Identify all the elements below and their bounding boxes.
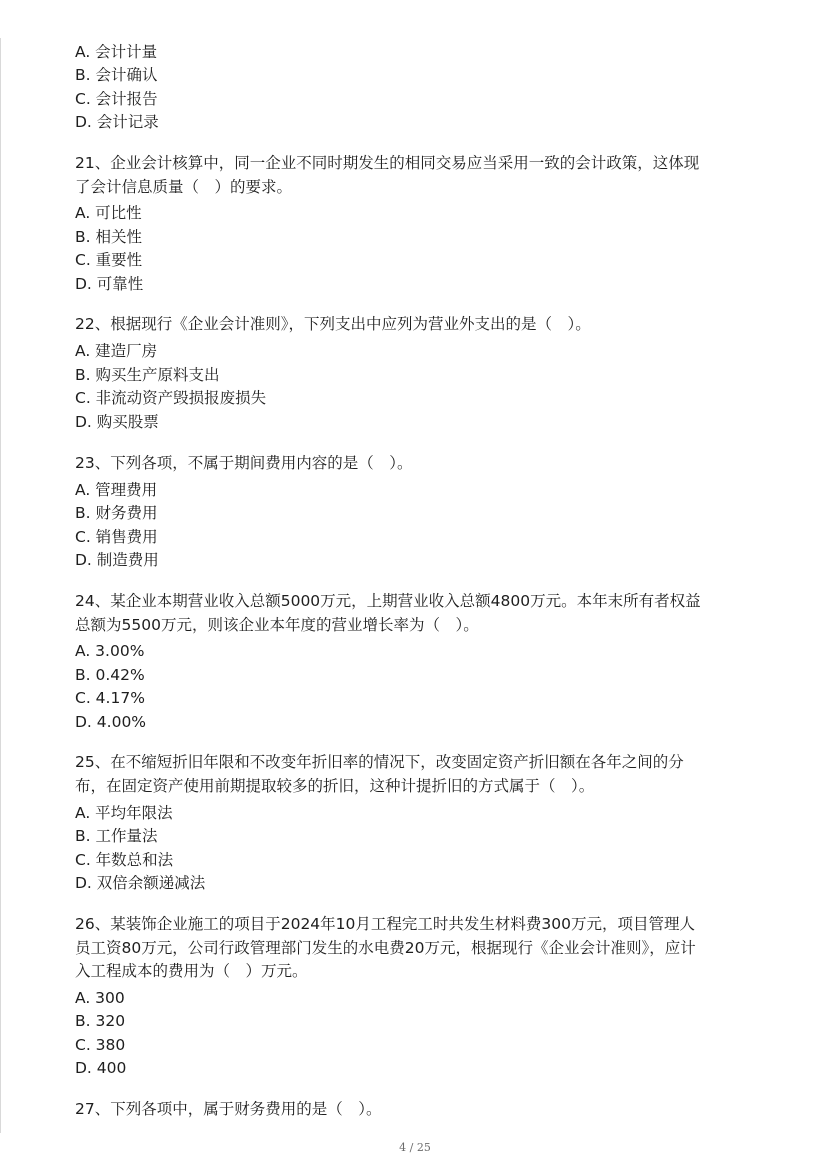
option-line: D. 400 [75,1059,127,1077]
option-line: D. 可靠性 [75,275,144,293]
option-line: A. 300 [75,989,125,1007]
option-line: C. 年数总和法 [75,851,174,869]
option-line: B. 会计确认 [75,66,158,84]
option-line: A. 可比性 [75,204,142,222]
option-line: C. 重要性 [75,251,143,269]
option-line: A. 建造厂房 [75,342,158,360]
option-line: D. 会计记录 [75,113,159,131]
question-stem-line: 21、企业会计核算中，同一企业不同时期发生的相同交易应当采用一致的会计政策，这体现 [75,154,700,172]
option-line: C. 销售费用 [75,528,158,546]
option-line: B. 工作量法 [75,827,158,845]
question-stem-line: 27、下列各项中，属于财务费用的是（ ）。 [75,1100,382,1118]
question-stem-line: 员工资80万元，公司行政管理部门发生的水电费20万元，根据现行《企业会计准则》，应计 [75,939,696,957]
option-line: A. 会计计量 [75,43,158,61]
option-line: D. 制造费用 [75,551,159,569]
question-stem-line: 布，在固定资产使用前期提取较多的折旧，这种计提折旧的方式属于（ ）。 [75,777,595,795]
question-stem-line: 25、在不缩短折旧年限和不改变年折旧率的情况下，改变固定资产折旧额在各年之间的分 [75,753,684,771]
page-left-edge [0,38,1,1133]
question-stem-line: 总额为5500万元，则该企业本年度的营业增长率为（ ）。 [75,616,479,634]
option-line: B. 0.42% [75,666,145,684]
question-stem-line: 24、某企业本期营业收入总额5000万元，上期营业收入总额4800万元。本年末所有者权益 [75,592,701,610]
question-stem-line: 22、根据现行《企业会计准则》，下列支出中应列为营业外支出的是（ ）。 [75,315,591,333]
option-line: D. 购买股票 [75,413,159,431]
option-line: D. 4.00% [75,713,147,731]
option-line: C. 380 [75,1036,126,1054]
option-line: B. 财务费用 [75,504,158,522]
page-number: 4 / 25 [399,1141,431,1154]
option-line: C. 非流动资产毁损报废损失 [75,389,267,407]
option-line: B. 购买生产原料支出 [75,366,220,384]
option-line: D. 双倍余额递减法 [75,874,206,892]
option-line: A. 3.00% [75,642,145,660]
option-line: A. 平均年限法 [75,804,173,822]
option-line: B. 相关性 [75,228,142,246]
option-line: A. 管理费用 [75,481,158,499]
question-stem-line: 入工程成本的费用为（ ）万元。 [75,962,308,980]
option-line: B. 320 [75,1012,126,1030]
question-stem-line: 了会计信息质量（ ）的要求。 [75,178,293,196]
option-line: C. 会计报告 [75,90,158,108]
option-line: C. 4.17% [75,689,145,707]
question-stem-line: 26、某装饰企业施工的项目于2024年10月工程完工时共发生材料费300万元，项目管理人 [75,915,695,933]
question-stem-line: 23、下列各项，不属于期间费用内容的是（ ）。 [75,454,413,472]
